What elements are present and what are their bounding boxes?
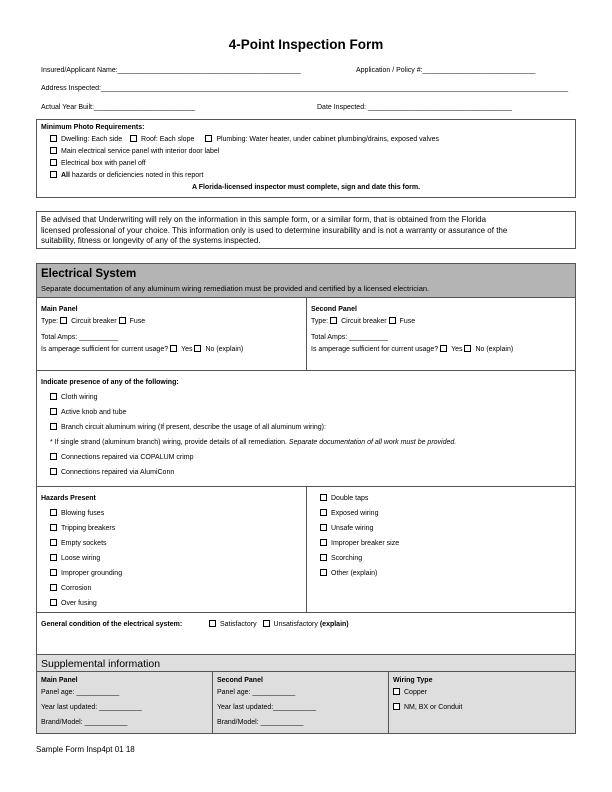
supp-second-panel-heading: Second Panel — [217, 677, 263, 684]
main-panel-circuit-breaker-label: Circuit breaker — [71, 318, 117, 325]
copalum-label: Connections repaired via COPALUM crimp — [61, 454, 194, 461]
hazard-label: Tripping breakers — [61, 525, 116, 532]
checkbox[interactable] — [60, 317, 67, 324]
no-explain-label: No (explain) — [475, 346, 514, 353]
second-panel-type-label: Type: — [311, 318, 329, 325]
photo-requirements-box — [36, 119, 576, 198]
hazards-divider — [306, 487, 307, 612]
electrical-system-section — [36, 263, 576, 654]
explain-label: (explain) — [319, 621, 349, 628]
policy-number-field[interactable]: Application / Policy #:_____________________________ — [356, 67, 536, 74]
photo-roof-label: Roof: Each slope — [141, 136, 195, 143]
checkbox[interactable] — [320, 569, 327, 576]
photo-electrical-box-label: Electrical box with panel off — [61, 160, 146, 167]
hazard-label: Exposed wiring — [331, 510, 379, 517]
yes-label: Yes — [451, 346, 463, 353]
cloth-wiring-label: Cloth wiring — [61, 394, 98, 401]
checkbox[interactable] — [320, 554, 327, 561]
hazard-label: Double taps — [331, 495, 369, 502]
checkbox[interactable] — [205, 135, 212, 142]
hazard-label: Empty sockets — [61, 540, 107, 547]
advisory-box — [36, 211, 576, 249]
general-condition-label: General condition of the electrical system: — [41, 621, 183, 628]
hazard-label: Over fusing — [61, 600, 97, 607]
date-inspected-field[interactable]: Date Inspected: _____________________________________ — [317, 104, 513, 111]
general-condition-row — [37, 613, 575, 654]
main-panel-type-label: Type: — [41, 318, 59, 325]
supplemental-section — [36, 654, 576, 734]
presence-section — [37, 371, 575, 487]
checkbox[interactable] — [50, 423, 57, 430]
supplemental-divider — [212, 672, 213, 734]
alumiconn-label: Connections repaired via AlumiConn — [61, 469, 175, 476]
photo-all-label: All — [61, 172, 70, 179]
checkbox[interactable] — [440, 345, 447, 352]
checkbox[interactable] — [50, 584, 57, 591]
advisory-line: suitability, fitness or longevity of any of the systems inspected. — [41, 236, 261, 245]
checkbox[interactable] — [393, 688, 400, 695]
supplemental-title: Supplemental information — [41, 658, 161, 670]
electrical-title: Electrical System — [41, 268, 137, 280]
second-panel-heading: Second Panel — [311, 306, 357, 313]
checkbox[interactable] — [320, 494, 327, 501]
second-panel-fuse-label: Fuse — [399, 318, 416, 325]
checkbox[interactable] — [389, 317, 396, 324]
checkbox[interactable] — [393, 703, 400, 710]
main-panel-sufficient-label: Is amperage sufficient for current usage? — [41, 346, 169, 353]
advisory-line: Be advised that Underwriting will rely on the information in this sample form, or a similar form, that is obtained from the Florida — [41, 215, 487, 224]
main-panel-total-amps[interactable]: Total Amps: __________ — [41, 334, 119, 341]
checkbox[interactable] — [50, 468, 57, 475]
checkbox[interactable] — [464, 345, 471, 352]
checkbox[interactable] — [50, 569, 57, 576]
second-panel-circuit-breaker-label: Circuit breaker — [341, 318, 387, 325]
hazard-label: Improper grounding — [61, 570, 123, 577]
electrical-header — [37, 264, 575, 298]
satisfactory-label: Satisfactory — [220, 621, 257, 628]
photo-plumbing-label: Plumbing: Water heater, under cabinet plumbing/drains, exposed valves — [216, 136, 440, 143]
panels-row — [37, 298, 575, 371]
aluminum-wiring-label: Branch circuit aluminum wiring (If present, describe the usage of all aluminum wiring): — [61, 424, 326, 431]
main-panel-fuse-label: Fuse — [129, 318, 146, 325]
supplemental-header — [37, 655, 575, 672]
checkbox[interactable] — [50, 539, 57, 546]
checkbox[interactable] — [330, 317, 337, 324]
photo-dwelling-label: Dwelling: Each side — [61, 136, 123, 143]
hazard-label: Scorching — [331, 555, 363, 562]
photo-requirements-heading: Minimum Photo Requirements: — [41, 124, 145, 131]
copper-label: Copper — [404, 689, 427, 696]
checkbox[interactable] — [50, 509, 57, 516]
remediation-note-italic: Separate documentation of all work must be provided. — [288, 439, 457, 446]
nm-bx-conduit-label: NM, BX or Conduit — [404, 704, 463, 711]
checkbox[interactable] — [50, 408, 57, 415]
checkbox[interactable] — [50, 147, 57, 154]
checkbox[interactable] — [170, 345, 177, 352]
supp-second-panel-age[interactable]: Panel age: ___________ — [217, 689, 296, 696]
inspector-notice: A Florida-licensed inspector must complete, sign and date this form. — [191, 184, 421, 191]
address-field[interactable]: Address Inspected:________________________________________________________________________________________________________________________ — [41, 85, 569, 92]
supplemental-divider — [388, 672, 389, 734]
photo-hazards-label: hazards or deficiencies noted in this report — [71, 172, 204, 179]
main-panel-heading: Main Panel — [41, 306, 78, 313]
checkbox[interactable] — [50, 159, 57, 166]
checkbox[interactable] — [50, 453, 57, 460]
unsatisfactory-label: Unsatisfactory — [273, 621, 318, 628]
hazard-label: Unsafe wiring — [331, 525, 374, 532]
electrical-subtitle: Separate documentation of any aluminum wiring remediation must be provided and certified by a licensed electrician. — [41, 284, 430, 293]
checkbox[interactable] — [50, 135, 57, 142]
hazard-label: Other (explain) — [331, 570, 378, 577]
wiring-type-heading: Wiring Type — [393, 677, 433, 684]
photo-main-panel-label: Main electrical service panel with interior door label — [61, 148, 220, 155]
advisory-line: licensed professional of your choice. This information only is used to determine insurability and is not a warranty or assurance of the — [41, 225, 508, 235]
hazards-heading: Hazards Present — [41, 495, 96, 502]
hazard-label: Improper breaker size — [331, 540, 400, 547]
supp-main-brand-model[interactable]: Brand/Model: ___________ — [41, 719, 128, 726]
hazards-section — [37, 487, 575, 613]
checkbox[interactable] — [50, 524, 57, 531]
form-title: 4-Point Inspection Form — [228, 37, 384, 52]
hazard-label: Loose wiring — [61, 555, 101, 562]
supp-main-panel-heading: Main Panel — [41, 677, 78, 684]
supp-main-year-updated[interactable]: Year last updated: ___________ — [41, 704, 142, 711]
checkbox[interactable] — [194, 345, 201, 352]
checkbox[interactable] — [263, 620, 270, 627]
knob-and-tube-label: Active knob and tube — [61, 409, 127, 416]
remediation-note: * If single strand (aluminum branch) wiring, provide details of all remediation. — [50, 439, 287, 446]
supp-second-year-updated[interactable]: Year last updated:___________ — [217, 704, 316, 711]
second-panel-sufficient-label: Is amperage sufficient for current usage? — [311, 346, 439, 353]
checkbox[interactable] — [50, 171, 57, 178]
checkbox[interactable] — [50, 393, 57, 400]
form-footer: Sample Form Insp4pt 01 18 — [36, 745, 135, 754]
year-built-field[interactable]: Actual Year Built:__________________________ — [41, 104, 196, 111]
second-panel-total-amps[interactable]: Total Amps: __________ — [311, 334, 389, 341]
insured-name-field[interactable]: Insured/Applicant Name:_______________________________________________ — [41, 67, 301, 74]
checkbox[interactable] — [119, 317, 126, 324]
checkbox[interactable] — [320, 509, 327, 516]
hazard-label: Corrosion — [61, 585, 92, 592]
checkbox[interactable] — [320, 524, 327, 531]
yes-label: Yes — [181, 346, 193, 353]
no-explain-label: No (explain) — [205, 346, 244, 353]
supp-main-panel-age[interactable]: Panel age: ___________ — [41, 689, 120, 696]
checkbox[interactable] — [209, 620, 216, 627]
checkbox[interactable] — [130, 135, 137, 142]
hazard-label: Blowing fuses — [61, 510, 105, 517]
panel-divider — [306, 298, 307, 370]
checkbox[interactable] — [320, 539, 327, 546]
checkbox[interactable] — [50, 554, 57, 561]
presence-heading: Indicate presence of any of the following: — [41, 379, 179, 386]
checkbox[interactable] — [50, 599, 57, 606]
supp-second-brand-model[interactable]: Brand/Model: ___________ — [217, 719, 304, 726]
